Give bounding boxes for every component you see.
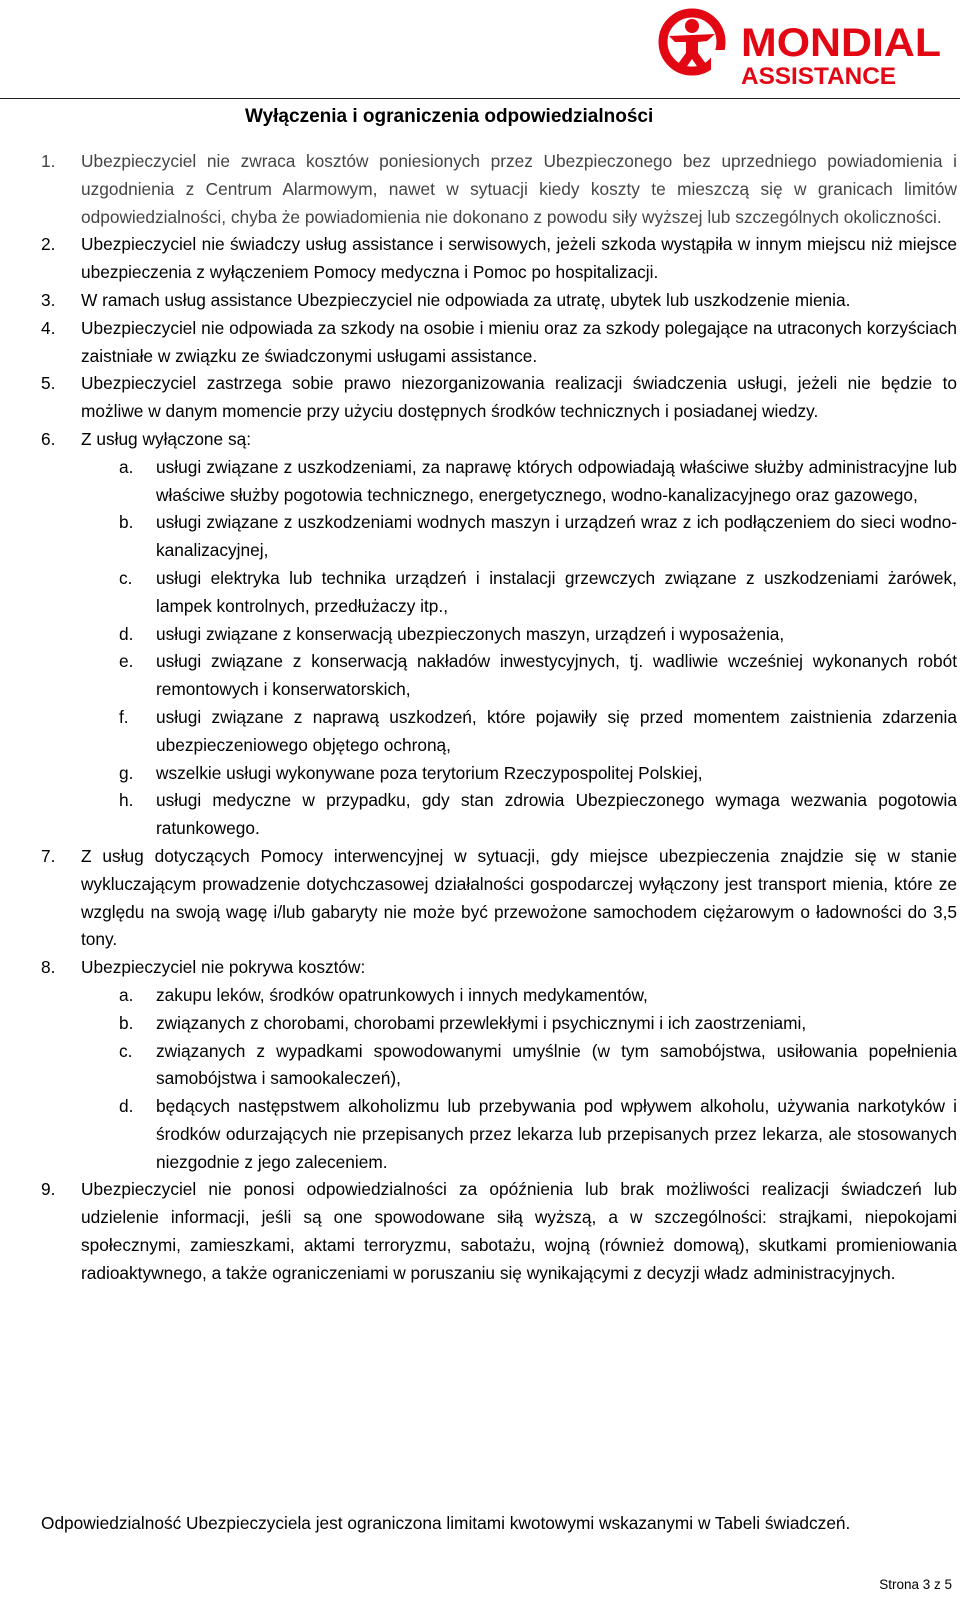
sub-list-item-text: wszelkie usługi wykonywane poza terytorium Rzeczypospolitej Polskiej, [156,762,703,783]
page-number: Strona 3 z 5 [879,1577,952,1592]
sub-list-item-text: usługi związane z konserwacją ubezpieczonych maszyn, urządzeń i wyposażenia, [156,623,785,644]
sub-list-item-letter: b. [119,512,134,533]
list-item-text: Z usług wyłączone są: [81,428,252,449]
sub-list-item-letter: c. [119,567,133,588]
list-item [41,315,957,371]
list-item [41,287,957,315]
list-item [41,843,957,954]
list-item-number: 8. [41,957,56,978]
sub-list-item [41,1010,957,1038]
sub-list-item [41,509,957,565]
sub-list-item-text: zakupu leków, środków opatrunkowych i innych medykamentów, [156,984,648,1005]
sub-list-item [41,704,957,760]
list-item-text: Ubezpieczyciel nie pokrywa kosztów: [81,957,366,978]
list-item-text: Ubezpieczyciel nie zwraca kosztów poniesionych przez Ubezpieczonego bez uprzedniego powiadomienia i uzgodnienia z Centrum Alarmowym, nawet w sytuacji kiedy koszty te mieszczą się w granicach limitów odpowiedzialności, chyba że powiadomienia nie dokonano z powodu siły wyższej lub szczególnych okoliczności. [81,151,957,227]
sub-list-item [41,982,957,1010]
sub-list-item-text: związanych z wypadkami spowodowanymi umyślnie (w tym samobójstwa, usiłowania popełnienia samobójstwa i samookaleczeń), [156,1040,957,1089]
sub-list-item-letter: d. [119,623,134,644]
sub-list-item [41,787,957,843]
list-item-number: 5. [41,373,56,394]
list-item-number: 2. [41,234,56,255]
list-item-text: W ramach usług assistance Ubezpieczyciel nie odpowiada za utratę, ubytek lub uszkodzenie mienia. [81,289,851,310]
logo-brand-line1: MONDIAL [741,21,941,65]
list-item-number: 1. [41,151,56,171]
sub-list-item-text: usługi medyczne w przypadku, gdy stan zdrowia Ubezpieczonego wymaga wezwania pogotowia ratunkowego. [156,790,957,839]
header-divider [0,98,960,99]
sub-list-item [41,648,957,704]
list-item-text: Ubezpieczyciel nie świadczy usług assistance i serwisowych, jeżeli szkoda wystąpiła w innym miejscu niż miejsce ubezpieczenia z wyłączeniem Pomocy medyczna i Pomoc po hospitalizacji. [81,234,957,283]
sub-list-item-letter: g. [119,762,134,783]
list-item [41,954,957,982]
list-item-number: 7. [41,845,56,866]
logo-brand-line2: ASSISTANCE [741,63,896,90]
sub-list-item [41,1038,957,1094]
section-title: Wyłączenia i ograniczenia odpowiedzialności [245,106,654,127]
sub-list-item-text: usługi związane z naprawą uszkodzeń, które pojawiły się przed momentem zaistnienia zdarzenia ubezpieczeniowego objętego ochroną, [156,706,957,755]
sub-list-item-text: usługi związane z konserwacją nakładów inwestycyjnych, tj. wadliwie wcześniej wykonanych robót remontowych i konserwatorskich, [156,651,957,700]
sub-list-item-letter: d. [119,1096,134,1117]
sub-list-item-text: usługi związane z uszkodzeniami wodnych maszyn i urządzeń wraz z ich podłączeniem do sieci wodno-kanalizacyjnej, [156,512,957,561]
sub-list-item-letter: b. [119,1012,134,1033]
list-item [41,1176,957,1287]
list-item-text: Z usług dotyczących Pomocy interwencyjnej w sytuacji, gdy miejsce ubezpieczenia znajdzie się w stanie wykluczającym prowadzenie dotychczasowej działalności gospodarczej wyłączony jest transport mienia, które ze względu na swoją wagę i/lub gabaryty nie może być przewożone samochodem ciężarowym o ładowności do 3,5 tony. [81,845,957,950]
sub-list-item-letter: a. [119,456,134,477]
sub-list-item-text: będących następstwem alkoholizmu lub przebywania pod wpływem alkoholu, używania narkotyków i środków odurzających nie przepisanych przez lekarza lub przepisanych przez lekarza, ale stosowanych niezgodnie z jego zaleceniem. [156,1096,957,1172]
sub-list-item [41,454,957,510]
list-item-text: Ubezpieczyciel nie odpowiada za szkody na osobie i mieniu oraz za szkody polegające na utraconych korzyściach zaistniałe w związku ze świadczonymi usługami assistance. [81,317,957,366]
sub-list-item-letter: a. [119,984,134,1005]
list-item [41,426,957,454]
logo-emblem-icon [663,13,733,76]
sub-list-item-text: usługi elektryka lub technika urządzeń i instalacji grzewczych związane z uszkodzeniami żarówek, lampek kontrolnych, przedłużaczy itp., [156,567,957,616]
sub-list-item-text: związanych z chorobami, chorobami przewlekłymi i psychicznymi i ich zaostrzeniami, [156,1012,807,1033]
sub-list-item-text: usługi związane z uszkodzeniami, za naprawę których odpowiadają właściwe służby administracyjne lub właściwe służby pogotowia technicznego, energetycznego, wodno-kanalizacyjnego oraz gazowego, [156,456,957,505]
sub-list-item [41,760,957,788]
list-item-number: 9. [41,1179,56,1200]
sub-list-item [41,565,957,621]
list-item-text: Ubezpieczyciel zastrzega sobie prawo niezorganizowania realizacji świadczenia usługi, jeżeli nie będzie to możliwe w danym momencie przy użyciu dostępnych środków technicznych i posiadanej wiedzy. [81,373,957,422]
exclusions-list [41,148,957,1288]
sub-list-item [41,1093,957,1176]
sub-list-item-letter: c. [119,1040,133,1061]
closing-paragraph: Odpowiedzialność Ubezpieczyciela jest ograniczona limitami kwotowymi wskazanymi w Tabeli świadczeń. [41,1513,851,1533]
sub-list-item-letter: e. [119,651,134,672]
list-item-number: 3. [41,289,56,310]
list-item-number: 6. [41,428,56,449]
sub-list-item-letter: f. [119,706,129,727]
list-item [41,370,957,426]
list-item [41,231,957,287]
sub-list-item-letter: h. [119,790,134,811]
list-item [41,148,957,231]
mondial-assistance-logo [653,6,948,91]
list-item-text: Ubezpieczyciel nie ponosi odpowiedzialności za opóźnienia lub brak możliwości realizacji świadczeń lub udzielenie informacji, jeśli są one spowodowane siłą wyższą, a w szczególności: strajkami, niepokojami społecznymi, zamieszkami, aktami terroryzmu, sabotażu, wojną (również domową), skutkami promieniowania radioaktywnego, a także ograniczeniami w poruszaniu się wynikającymi z decyzji władz administracyjnych. [81,1179,957,1283]
list-item-number: 4. [41,317,56,338]
sub-list-item [41,621,957,649]
